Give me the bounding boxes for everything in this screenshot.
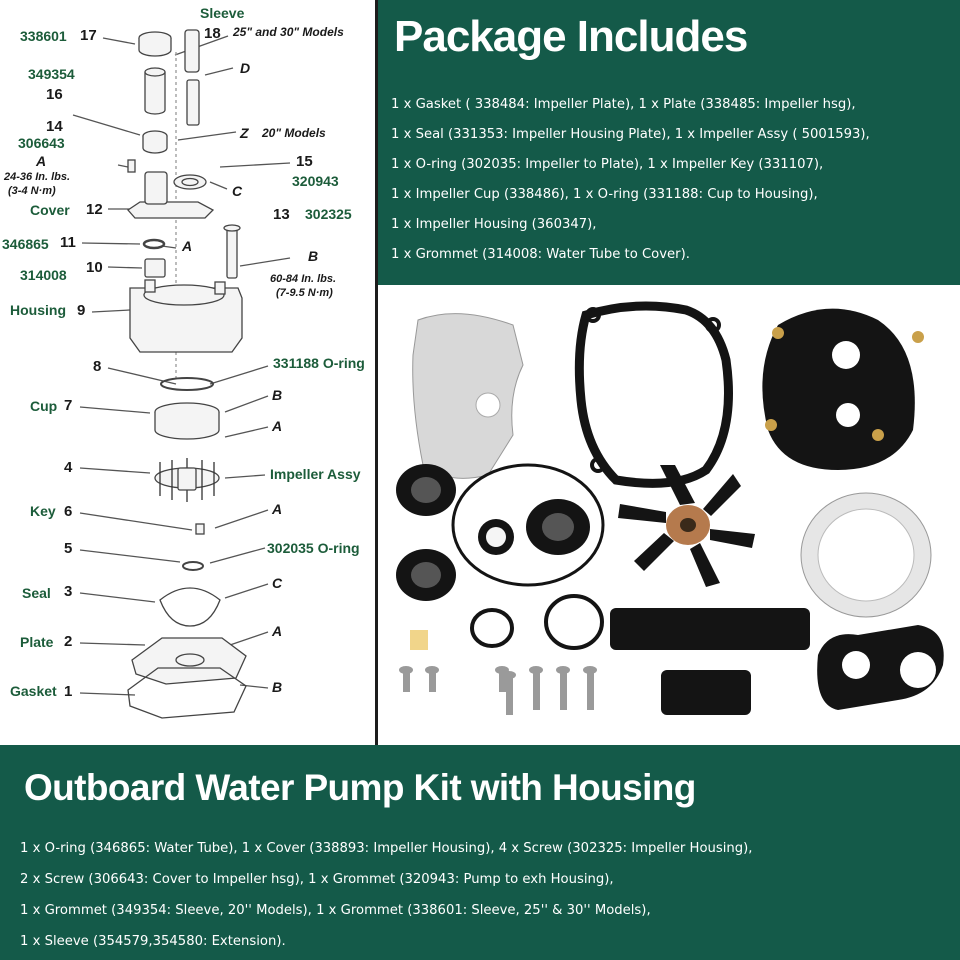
models-25-30-label: 25" and 30" Models (233, 25, 344, 39)
kit-contents-list (20, 833, 950, 957)
part-number-4: 4 (64, 459, 73, 476)
callout-a-11: A (182, 238, 193, 254)
kit-line: 1 x Grommet (349354: Sleeve, 20'' Models), 1 x Grommet (338601: Sleeve, 25'' & 30'' Models), (20, 903, 651, 918)
package-line: 1 x Impeller Cup (338486), 1 x O-ring (331188: Cup to Housing), (391, 187, 818, 202)
part-number-14: 14 (46, 118, 63, 135)
callout-a-screw: A (36, 153, 47, 169)
kit-parts-illustration (378, 285, 960, 745)
cup-label: Cup (30, 398, 58, 414)
part-314008: 314008 (20, 267, 67, 283)
part-number-9: 9 (77, 302, 86, 319)
kit-title: Outboard Water Pump Kit with Housing (24, 767, 696, 808)
callout-c-top: C (232, 183, 243, 199)
part-number-16: 16 (46, 86, 63, 103)
callout-a-key: A (272, 501, 283, 517)
cover-label: Cover (30, 202, 70, 218)
product-photo (378, 285, 960, 745)
part-number-12: 12 (86, 201, 103, 218)
gasket-label: Gasket (10, 683, 57, 699)
part-number-8: 8 (93, 358, 102, 375)
part-number-13: 13 (273, 206, 290, 223)
callout-b-top: B (308, 248, 319, 264)
part-number-10: 10 (86, 259, 103, 276)
callout-a-cup: A (272, 418, 283, 434)
callout-a-plate: A (272, 623, 283, 639)
torque-spec-b: 60-84 In. lbs. (270, 273, 337, 285)
callout-c-seal: C (272, 575, 283, 591)
part-number-7: 7 (64, 397, 73, 414)
kit-line: 1 x O-ring (346865: Water Tube), 1 x Cover (338893: Impeller Housing), 4 x Screw (302325: Impeller Housing), (20, 841, 753, 856)
part-349354: 349354 (28, 66, 75, 82)
impeller-assy-label: Impeller Assy (270, 466, 361, 482)
package-line: 1 x Grommet (314008: Water Tube to Cover). (391, 247, 690, 262)
package-includes-panel (378, 0, 960, 285)
part-302325: 302325 (305, 206, 352, 222)
part-number-5: 5 (64, 540, 73, 557)
part-number-17: 17 (80, 27, 97, 44)
callout-b-gasket: B (272, 679, 283, 695)
callout-z: Z (240, 125, 249, 141)
part-number-6: 6 (64, 503, 73, 520)
part-320943: 320943 (292, 173, 339, 189)
part-number-1: 1 (64, 683, 73, 700)
callout-b-cup: B (272, 387, 283, 403)
part-number-18: 18 (204, 25, 221, 42)
torque-spec-a-nm: (3-4 N·m) (8, 185, 56, 197)
part-number-15: 15 (296, 153, 313, 170)
seal-label: Seal (22, 585, 51, 601)
part-346865: 346865 (2, 236, 49, 252)
part-338601: 338601 (20, 28, 67, 44)
package-line: 1 x Seal (331353: Impeller Housing Plate), 1 x Impeller Assy ( 5001593), (391, 127, 870, 142)
part-number-11: 11 (60, 234, 76, 251)
kit-line: 2 x Screw (306643: Cover to Impeller hsg), 1 x Grommet (320943: Pump to exh Housing), (20, 872, 614, 887)
plate-label: Plate (20, 634, 54, 650)
callout-d: D (240, 60, 251, 76)
package-line: 1 x Gasket ( 338484: Impeller Plate), 1 x Plate (338485: Impeller hsg), (391, 97, 856, 112)
models-20-label: 20" Models (262, 126, 326, 140)
package-includes-list (391, 90, 956, 270)
sleeve-label: Sleeve (200, 5, 245, 21)
torque-spec-a: 24-36 In. lbs. (4, 171, 71, 183)
part-302035: 302035 O-ring (267, 540, 360, 556)
housing-label: Housing (10, 302, 66, 318)
part-number-3: 3 (64, 583, 73, 600)
kit-contents-panel (0, 745, 960, 960)
exploded-parts-diagram (0, 0, 375, 745)
part-331188: 331188 O-ring (273, 355, 365, 371)
part-number-2: 2 (64, 633, 73, 650)
package-line: 1 x O-ring (302035: Impeller to Plate), 1 x Impeller Key (331107), (391, 157, 824, 172)
torque-spec-b-nm: (7-9.5 N·m) (276, 287, 333, 299)
package-includes-title: Package Includes (394, 12, 748, 61)
key-label: Key (30, 503, 56, 519)
part-306643: 306643 (18, 135, 65, 151)
kit-line: 1 x Sleeve (354579,354580: Extension). (20, 934, 286, 949)
package-line: 1 x Impeller Housing (360347), (391, 217, 597, 232)
diagram-drawing (0, 0, 375, 745)
